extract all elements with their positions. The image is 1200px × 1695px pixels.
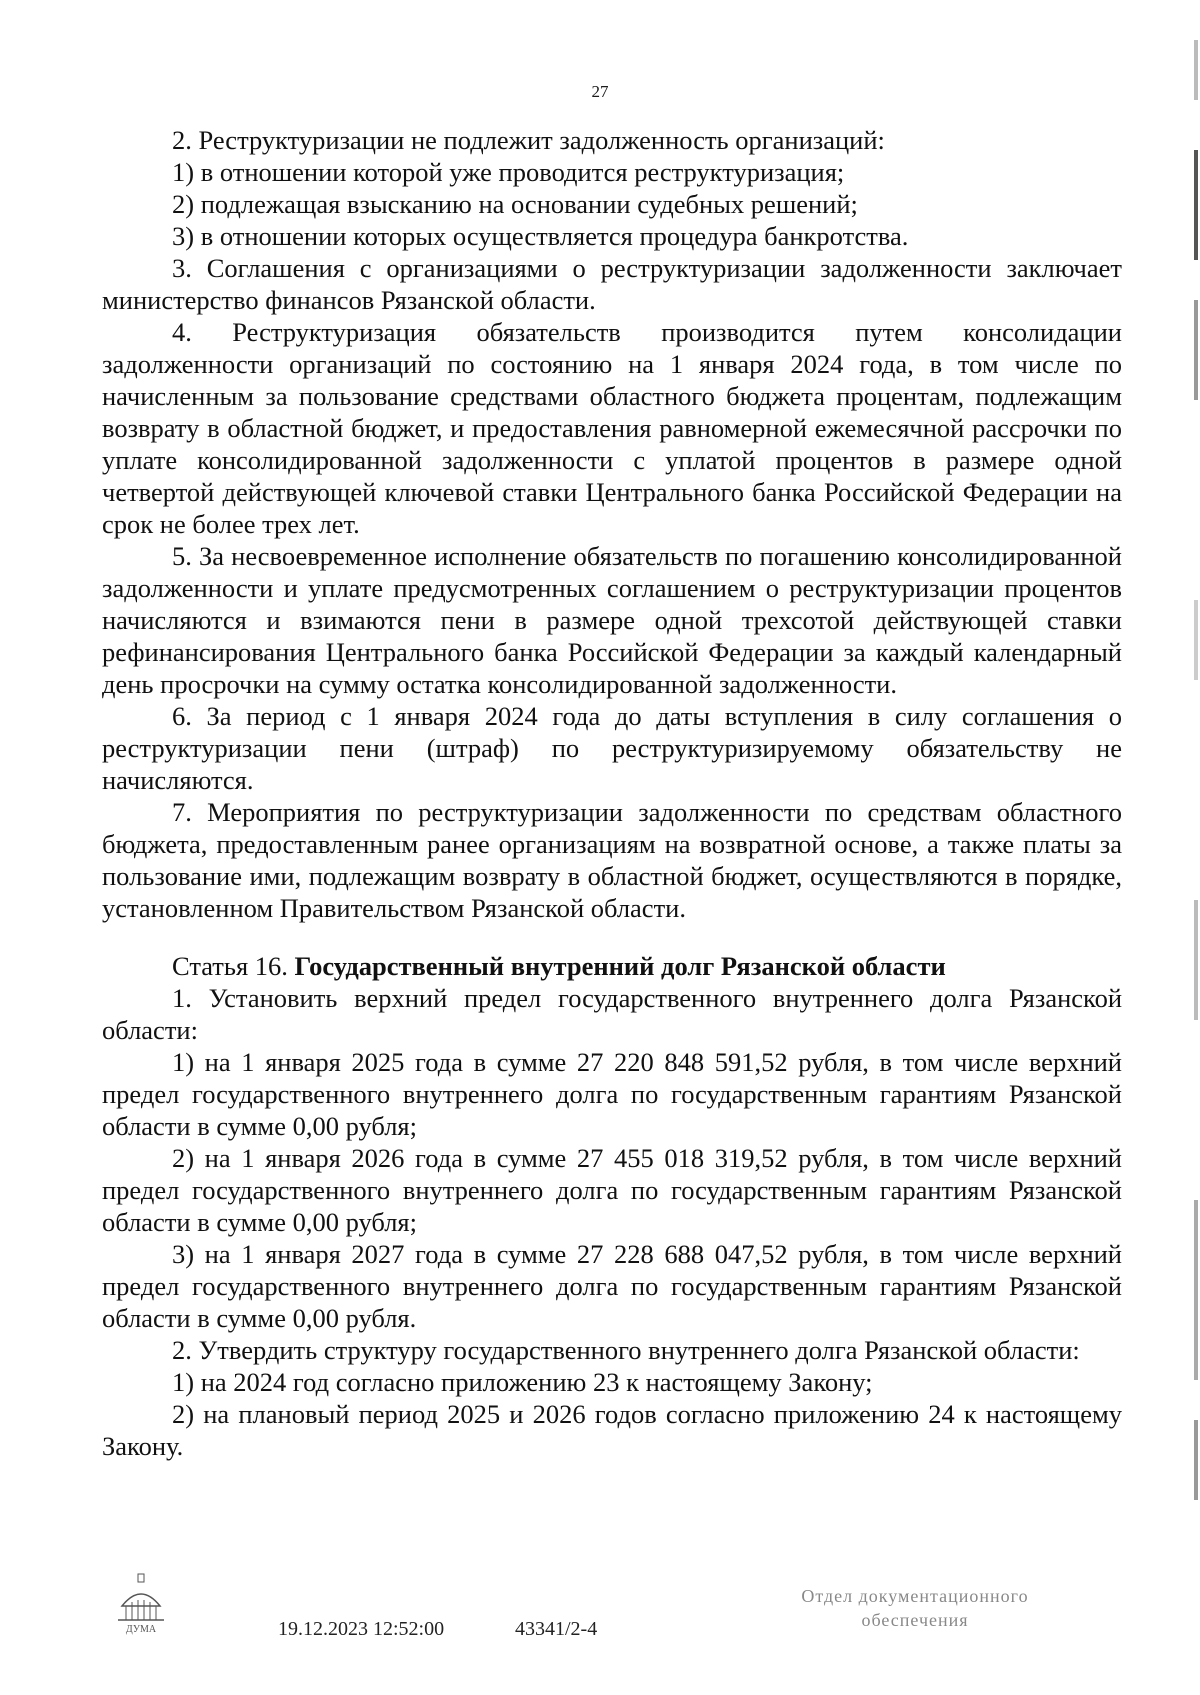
paragraph: 1. Установить верхний предел государственного внутреннего долга Рязанской области:	[102, 983, 1122, 1045]
paragraph: 7. Мероприятия по реструктуризации задолженности по средствам областного бюджета, предоставленным ранее организациям на возвратной основе, а также платы за пользование ими, подлежащим возврату в областной бюджет, осуществляются в порядке, установленном Правительством Рязанской области.	[102, 797, 1122, 923]
article-prefix: Статья 16.	[172, 951, 295, 981]
footer	[0, 1570, 1200, 1670]
paragraph: 2) на плановый период 2025 и 2026 годов согласно приложению 24 к настоящему Закону.	[102, 1399, 1122, 1461]
duma-seal-icon	[112, 1572, 170, 1638]
paragraph: 3) в отношении которых осуществляется процедура банкротства.	[172, 221, 909, 251]
paragraph: 6. За период с 1 января 2024 года до даты вступления в силу соглашения о реструктуризации пени (штраф) по реструктуризируемому обязательству не начисляются.	[102, 701, 1122, 795]
article-title: Государственный внутренний долг Рязанской области	[294, 951, 946, 981]
document-code: 43341/2-4	[515, 1618, 598, 1640]
paragraph: 2) подлежащая взысканию на основании судебных решений;	[172, 189, 858, 219]
stamp-line: обеспечения	[861, 1610, 969, 1630]
department-stamp	[780, 1584, 1050, 1632]
paragraph: 1) на 1 января 2025 года в сумме 27 220 848 591,52 рубля, в том числе верхний предел государственного внутреннего долга по государственным гарантиям Рязанской области в сумме 0,00 рубля;	[102, 1047, 1122, 1141]
paragraph: 2. Реструктуризации не подлежит задолженность организаций:	[172, 125, 885, 155]
seal-label: ДУМА	[125, 1624, 157, 1635]
paragraph: 1) в отношении которой уже проводится реструктуризация;	[172, 157, 845, 187]
paragraph: 4. Реструктуризация обязательств производится путем консолидации задолженности организаций по состоянию на 1 января 2024 года, в том числе по начисленным за пользование средствами областного бюджета процентам, подлежащим возврату в областной бюджет, и предоставления равномерной ежемесячной рассрочки по уплате консолидированной задолженности с уплатой процентов в размере одной четвертой действующей ключевой ставки Центрального банка Российской Федерации на срок не более трех лет.	[102, 317, 1122, 539]
scan-edge-marks	[1192, 0, 1200, 1695]
paragraph: 5. За несвоевременное исполнение обязательств по погашению консолидированной задолженности и уплате предусмотренных соглашением о реструктуризации процентов начисляются и взимаются пени в размере одной трехсотой действующей ставки рефинансирования Центрального банка Российской Федерации за каждый календарный день просрочки на сумму остатка консолидированной задолженности.	[102, 541, 1122, 699]
paragraph: 3) на 1 января 2027 года в сумме 27 228 688 047,52 рубля, в том числе верхний предел государственного внутреннего долга по государственным гарантиям Рязанской области в сумме 0,00 рубля.	[102, 1239, 1122, 1333]
paragraph: 3. Соглашения с организациями о реструктуризации задолженности заключает министерство финансов Рязанской области.	[102, 253, 1122, 315]
stamp-line: Отдел документационного	[801, 1586, 1029, 1606]
paragraph: 2. Утвердить структуру государственного внутреннего долга Рязанской области:	[172, 1335, 1080, 1365]
page-number: 27	[591, 82, 609, 101]
timestamp: 19.12.2023 12:52:00	[278, 1618, 445, 1640]
paragraph: 2) на 1 января 2026 года в сумме 27 455 018 319,52 рубля, в том числе верхний предел государственного внутреннего долга по государственным гарантиям Рязанской области в сумме 0,00 рубля;	[102, 1143, 1122, 1237]
article-heading	[102, 950, 1122, 982]
document-body	[102, 124, 1122, 1462]
paragraph: 1) на 2024 год согласно приложению 23 к настоящему Закону;	[172, 1367, 873, 1397]
